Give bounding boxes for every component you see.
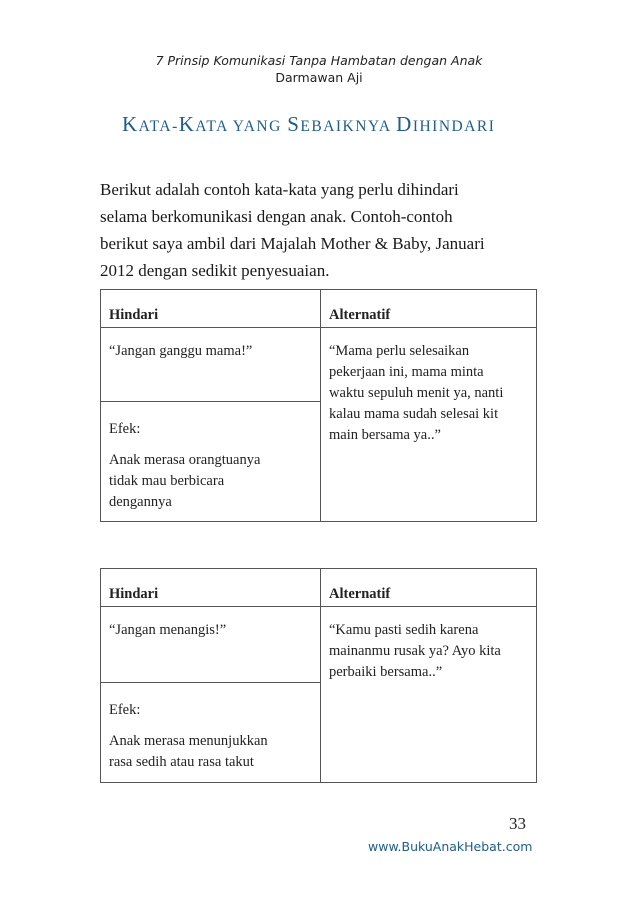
column-header-alternative: Alternatif	[321, 569, 537, 607]
intro-line: selama berkomunikasi dengan anak. Contoh-contoh	[100, 207, 453, 226]
effect-cell	[101, 402, 321, 522]
comparison-table-2	[100, 568, 537, 783]
avoid-phrase-cell	[101, 328, 321, 402]
title-letter: D	[396, 112, 413, 136]
comparison-table-1	[100, 289, 537, 522]
section-title	[122, 112, 495, 137]
alternative-phrase-cell	[321, 328, 537, 522]
avoid-phrase: “Jangan menangis!”	[109, 622, 227, 638]
title-letter: K	[122, 112, 139, 136]
alternative-line: “Mama perlu selesaikan	[329, 343, 470, 359]
alternative-line: main bersama ya..”	[329, 427, 441, 443]
effect-line: rasa sedih atau rasa takut	[109, 754, 254, 770]
book-title: 7 Prinsip Komunikasi Tanpa Hambatan dengan Anak	[155, 53, 483, 68]
intro-line: 2012 dengan sedikit penyesuaian.	[100, 261, 330, 280]
title-fragment: ATA YANG	[195, 118, 288, 135]
alternative-line: waktu sepuluh menit ya, nanti	[329, 385, 504, 401]
effect-line: Anak merasa menunjukkan	[109, 733, 268, 749]
title-fragment: ATA	[138, 118, 173, 135]
title-letter: S	[287, 112, 301, 136]
intro-line: Berikut adalah contoh kata-kata yang perlu dihindari	[100, 180, 459, 199]
effect-cell	[101, 683, 321, 783]
effect-line: dengannya	[109, 494, 172, 510]
title-letter: K	[178, 112, 196, 136]
alternative-line: “Kamu pasti sedih karena	[329, 622, 479, 638]
author-name: Darmawan Aji	[275, 70, 363, 85]
intro-paragraph	[100, 176, 540, 284]
effect-line: tidak mau berbicara	[109, 473, 225, 489]
intro-line: berikut saya ambil dari Majalah Mother & Baby, Januari	[100, 234, 485, 253]
effect-label: Efek:	[109, 702, 141, 718]
alternative-line: perbaiki bersama..”	[329, 664, 443, 680]
effect-label: Efek:	[109, 421, 141, 437]
title-fragment: IHINDARI	[412, 118, 496, 135]
column-header-avoid: Hindari	[101, 290, 321, 328]
avoid-phrase: “Jangan ganggu mama!”	[109, 343, 253, 359]
website-link[interactable]: www.BukuAnakHebat.com	[368, 839, 533, 854]
effect-line: Anak merasa orangtuanya	[109, 452, 261, 468]
alternative-phrase-cell	[321, 607, 537, 783]
column-header-avoid: Hindari	[101, 569, 321, 607]
title-fragment: EBAIKNYA	[300, 118, 397, 135]
alternative-line: kalau mama sudah selesai kit	[329, 406, 499, 422]
title-fragment: -	[172, 118, 179, 135]
page-number: 33	[509, 814, 526, 833]
alternative-line: mainanmu rusak ya? Ayo kita	[329, 643, 501, 659]
alternative-line: pekerjaan ini, mama minta	[329, 364, 484, 380]
column-header-alternative: Alternatif	[321, 290, 537, 328]
avoid-phrase-cell	[101, 607, 321, 683]
